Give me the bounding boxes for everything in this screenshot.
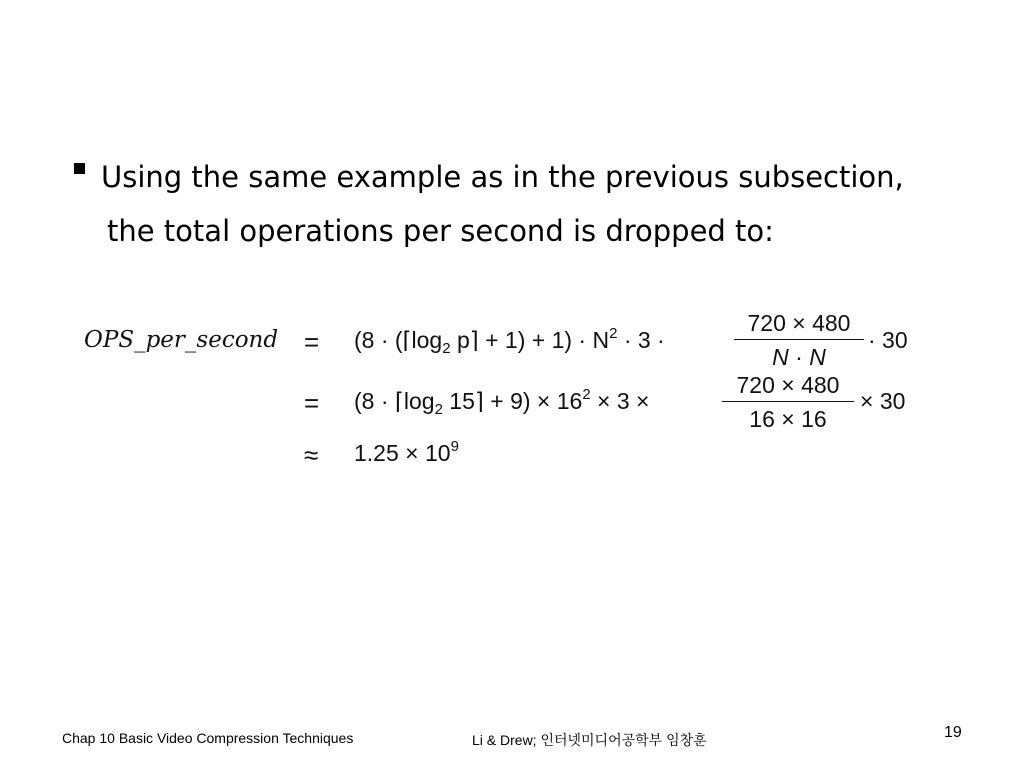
bullet-text-line-1: Using the same example as in the previous subsection, [101,160,904,194]
equation-row-2-tail: × 30 [860,388,906,414]
footer-chapter-title: Chap 10 Basic Video Compression Techniques [62,730,354,746]
equation-relation-3: ≈ [304,440,319,470]
equation-lhs: OPS_per_second [84,327,279,353]
bullet-text-line-2: the total operations per second is dropped to: [107,214,774,248]
equation-row-1-tail: · 30 [868,327,908,353]
fraction-denominator: 16 × 16 [749,406,827,432]
equation-row-3: $1.25 \times 10^9$ [354,438,459,466]
footer-page-number: 19 [944,724,962,741]
fraction-numerator: 720 × 480 [747,310,851,336]
fraction-bar [722,401,854,402]
equation-row-2-fraction [722,372,854,433]
bullet-square-icon [74,163,85,174]
equation-row-1: ($8 \cdot (⌈\log_2$ p⌉ + $1) + 1) \cdot N^2 \cdot 3$ · [354,325,665,357]
equation-row-1-fraction [734,310,864,371]
footer-authors: Li & Drew; 인터넷미디어공학부 임창훈 [472,732,707,748]
equation-relation-1: = [304,327,320,357]
equation-relation-2: = [304,388,320,418]
equation-row-2: ($8 \cdot ⌈\log_2$ 15⌉ + $9) \times 16^2 \times 3$ × [354,386,650,418]
fraction-denominator: N · N [772,344,826,370]
fraction-numerator: 720 × 480 [736,372,840,398]
fraction-bar [734,339,864,340]
